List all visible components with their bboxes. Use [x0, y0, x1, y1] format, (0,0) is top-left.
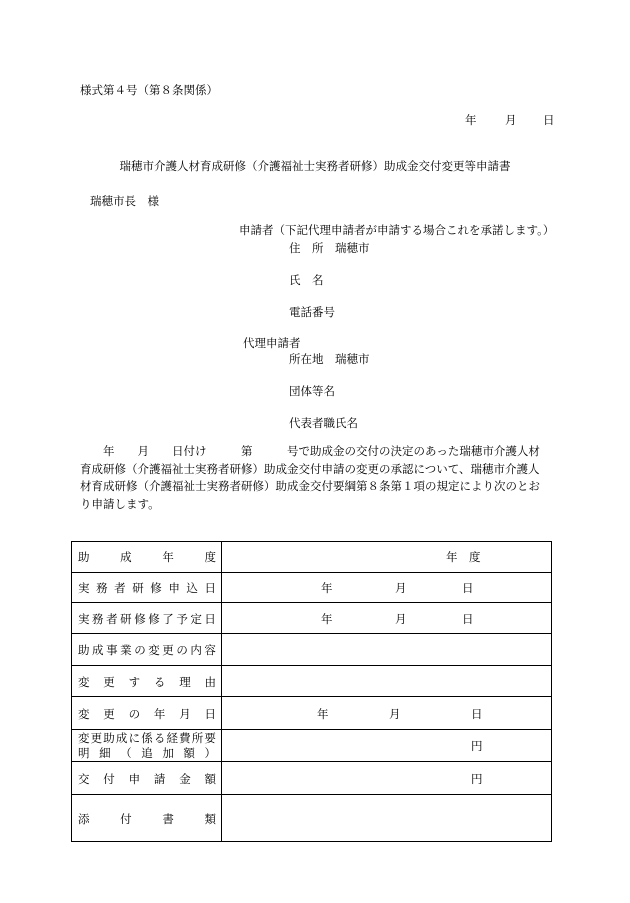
- label-char: 込: [186, 581, 198, 595]
- label-char: 修: [134, 611, 146, 626]
- label-char: 度: [204, 550, 216, 564]
- subsidy-year-value: [222, 542, 551, 572]
- label-char: 日: [204, 581, 216, 595]
- change-date-label: [78, 697, 216, 730]
- label-char: 実: [78, 611, 90, 626]
- change-reason-label: [78, 666, 216, 697]
- applicant-name-field: 氏 名: [289, 273, 324, 287]
- agent-location-field: 所在地 瑞穂市: [289, 352, 370, 366]
- label-char: 成: [92, 643, 104, 657]
- label-char: 月: [179, 706, 191, 721]
- label-char: の: [176, 643, 188, 657]
- label-char: る: [153, 731, 166, 745]
- label-char: 更: [162, 643, 174, 657]
- subsidy-year-label: [78, 542, 216, 572]
- label-char: 更: [103, 706, 115, 721]
- label-char: す: [128, 674, 141, 689]
- change-date-value: [222, 697, 551, 730]
- subsidy-year-unit: 年 度: [446, 550, 481, 564]
- label-char: る: [153, 674, 166, 689]
- label-char: 理: [179, 674, 191, 689]
- label-char: 助: [78, 643, 90, 657]
- label-char: 変: [78, 706, 90, 721]
- apply-date-year: 年: [321, 581, 333, 595]
- label-char: 経: [166, 731, 178, 745]
- label-char: 修: [150, 581, 162, 595]
- apply-date-value: [222, 573, 551, 603]
- table-row-apply-date: [72, 572, 551, 603]
- statement-line: 育成研修（介護福祉士実務者研修）助成金交付申請の変更の承認について、瑞穂市介護人: [80, 461, 540, 476]
- applicant-heading: 申請者（下記代理申請者が申請する場合これを承諾します。）: [239, 223, 555, 237]
- label-char: 研: [132, 581, 144, 595]
- label-char: 額: [183, 746, 195, 760]
- agent-organization-field: 団体等名: [289, 384, 335, 398]
- applicant-address-field: 住 所 瑞穂市: [289, 241, 370, 255]
- apply-date-label: [78, 573, 216, 603]
- table-row-change-reason: [72, 665, 551, 697]
- completion-date-year: 年: [321, 611, 333, 626]
- document-title: 瑞穂市介護人材育成研修（介護福祉士実務者研修）助成金交付変更等申請書: [119, 159, 511, 173]
- label-char: 容: [204, 643, 216, 657]
- agent-representative-field: 代表者職氏名: [289, 416, 358, 430]
- label-char: 変: [148, 643, 160, 657]
- label-char: 付: [120, 811, 132, 826]
- label-char: 務: [92, 611, 104, 626]
- label-char: 追: [141, 746, 153, 760]
- label-char: 額: [204, 771, 216, 786]
- label-char: 成: [120, 550, 132, 564]
- label-char: 業: [120, 643, 132, 657]
- label-char: 書: [162, 811, 174, 826]
- table-row-change-content: [72, 633, 551, 666]
- date-year-label: 年: [465, 113, 477, 127]
- statement-line: 年 月 日付け 第 号で助成金の交付の決定のあった瑞穂市介護人材: [80, 444, 540, 458]
- label-char: 加: [162, 746, 174, 760]
- label-char: 成: [115, 731, 128, 745]
- label-char: 由: [204, 674, 216, 689]
- grant-amount-unit: 円: [471, 771, 483, 786]
- label-char: 務: [96, 581, 108, 595]
- label-char: 所: [191, 731, 204, 745]
- label-char: 金: [179, 771, 191, 786]
- change-expense-unit: 円: [471, 739, 483, 753]
- label-char: 添: [78, 811, 90, 826]
- form-number: 様式第４号（第８条関係）: [80, 83, 218, 97]
- label-char: 日: [204, 611, 216, 626]
- change-expense-label-line2: [78, 746, 216, 761]
- label-char: 明: [78, 746, 90, 760]
- label-char: 申: [128, 771, 141, 786]
- label-char: 者: [114, 581, 126, 595]
- change-expense-label-line1: [78, 731, 216, 746]
- change-date-day: 日: [471, 706, 483, 721]
- table-row-change-date: [72, 696, 551, 730]
- label-char: 年: [162, 550, 174, 564]
- label-char: 係: [141, 731, 153, 745]
- table-row-completion-date: [72, 602, 551, 634]
- change-date-year: 年: [317, 706, 329, 721]
- change-content-label: [78, 634, 216, 666]
- label-char: 要: [204, 731, 216, 745]
- label-char: 定: [190, 611, 202, 626]
- label-char: 助: [78, 550, 90, 564]
- label-char: 内: [190, 643, 202, 657]
- date-day-label: 日: [543, 113, 555, 127]
- label-char: 研: [120, 611, 132, 626]
- label-char: （: [120, 746, 132, 760]
- change-expense-value: [222, 730, 551, 762]
- label-char: 助: [103, 731, 115, 745]
- label-char: 細: [99, 746, 111, 760]
- attachments-label: [78, 795, 216, 842]
- label-char: 者: [106, 611, 118, 626]
- label-char: 了: [162, 611, 174, 626]
- date-month-label: 月: [505, 113, 517, 127]
- change-reason-value: [222, 666, 551, 697]
- label-char: 変: [78, 731, 90, 745]
- table-row-attachments: [72, 794, 551, 842]
- completion-date-value: [222, 603, 551, 634]
- change-content-value: [222, 634, 551, 666]
- label-char: 申: [168, 581, 180, 595]
- recipient: 瑞穂市長 様: [90, 194, 159, 208]
- label-char: に: [128, 731, 141, 745]
- label-char: 交: [78, 771, 90, 786]
- apply-date-month: 月: [395, 581, 407, 595]
- label-char: 付: [103, 771, 115, 786]
- statement-line: 材育成研修（介護福祉士実務者研修）助成金交付要綱第８条第１項の規定により次のとお: [80, 479, 540, 493]
- completion-date-label: [78, 603, 216, 634]
- applicant-phone-field: 電話番号: [289, 305, 335, 319]
- table-row-subsidy-year: [72, 542, 551, 572]
- label-char: の: [128, 706, 141, 721]
- label-char: 日: [204, 706, 216, 721]
- apply-date-day: 日: [462, 581, 474, 595]
- grant-amount-label: [78, 762, 216, 795]
- label-char: 年: [153, 706, 166, 721]
- grant-amount-value: [222, 762, 551, 795]
- label-char: の: [134, 643, 146, 657]
- label-char: 更: [103, 674, 115, 689]
- completion-date-month: 月: [395, 611, 407, 626]
- label-char: 変: [78, 674, 90, 689]
- completion-date-day: 日: [462, 611, 474, 626]
- label-char: 類: [204, 811, 216, 826]
- label-char: 請: [153, 771, 166, 786]
- label-char: 実: [78, 581, 90, 595]
- change-expense-label: [78, 730, 216, 762]
- label-char: 事: [106, 643, 118, 657]
- table-row-change-expense: [72, 729, 551, 762]
- label-char: 費: [179, 731, 191, 745]
- request-statement: [80, 443, 555, 513]
- label-char: 修: [148, 611, 160, 626]
- agent-heading: 代理申請者: [243, 336, 301, 350]
- application-table: [71, 541, 552, 842]
- statement-line: り申請します。: [80, 496, 160, 511]
- table-row-grant-amount: [72, 761, 551, 795]
- label-char: ）: [204, 746, 216, 760]
- change-date-month: 月: [389, 706, 401, 721]
- label-char: 予: [176, 611, 188, 626]
- attachments-value: [222, 795, 551, 842]
- label-char: 更: [90, 731, 103, 745]
